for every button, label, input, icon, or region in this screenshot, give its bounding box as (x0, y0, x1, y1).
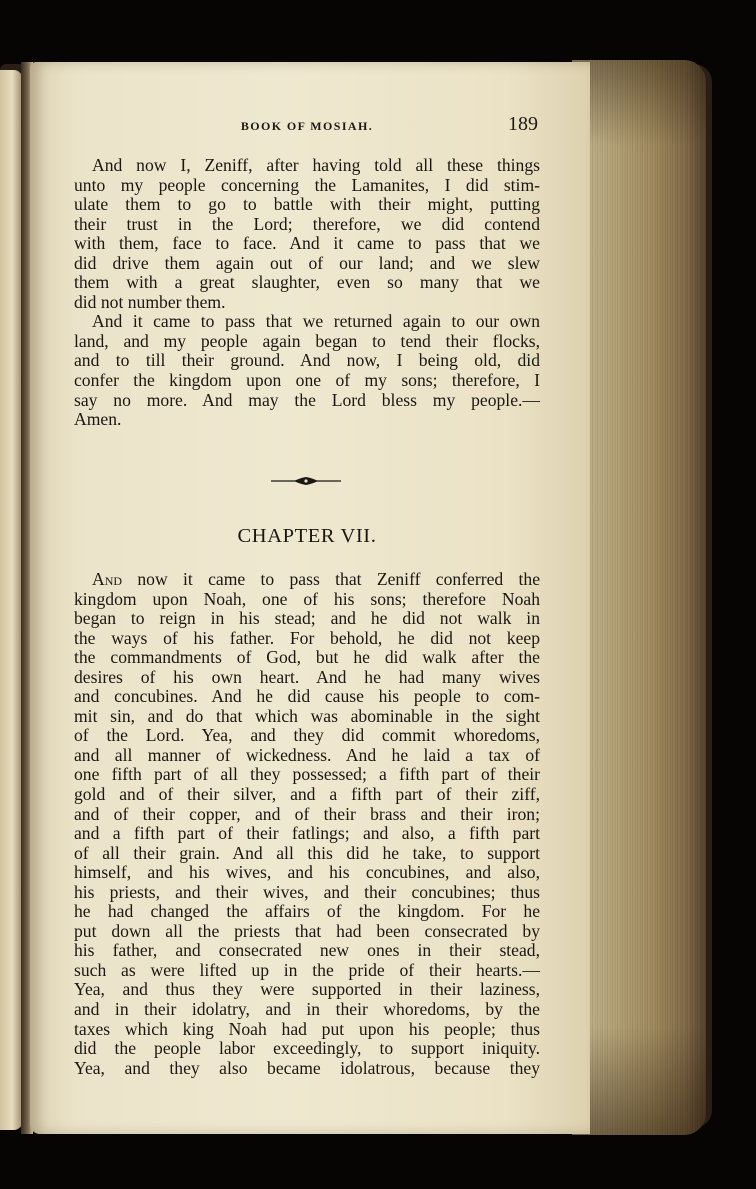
text-line: one fifth part of all they possessed; a fifth part of their (74, 764, 540, 785)
text-line: And it came to pass that we returned again to our own (92, 311, 540, 332)
text-line: confer the kingdom upon one of my sons; therefore, I (74, 370, 540, 391)
text-line: unto my people concerning the Lamanites, I did stim- (74, 174, 540, 195)
chapter-heading: CHAPTER VII. (237, 525, 377, 547)
text-line: desires of his own heart. And he had many wives (74, 666, 540, 687)
text-line: himself, and his wives, and his concubines, and also, (74, 862, 540, 883)
body-text-top (74, 156, 540, 430)
text-line: did the people labor exceedingly, to support iniquity. (74, 1038, 540, 1059)
text-line: Amen. (74, 409, 122, 430)
text-line: say no more. And may the Lord bless my people.— (74, 389, 540, 410)
text-line: he had changed the affairs of the kingdom. For he (74, 901, 540, 922)
text-line: his father, and consecrated new ones in their stead, (74, 940, 540, 961)
text-line: and to till their ground. And now, I being old, did (74, 350, 540, 371)
chapter-opening-word: And (92, 569, 123, 589)
text-line: and all manner of wickedness. And he laid a tax of (74, 744, 540, 765)
text-line: land, and my people again began to tend their flocks, (74, 330, 540, 351)
text-line: his priests, and their wives, and their concubines; thus (74, 881, 540, 902)
page-number: 189 (508, 113, 538, 135)
text-line-rest: now it came to pass that Zeniff conferred the (122, 569, 540, 589)
text-line: the commandments of God, but he did walk after the (74, 647, 540, 668)
text-line: their trust in the Lord; therefore, we did contend (74, 213, 540, 234)
text-line: them with a great slaughter, even so many that we (74, 272, 540, 293)
text-line: the ways of his father. For behold, he did not keep (74, 627, 540, 648)
text-line: kingdom upon Noah, one of his sons; therefore Noah (74, 588, 540, 609)
text-line: and concubines. And he did cause his people to com- (74, 686, 540, 707)
text-line: and a fifth part of their fatlings; and also, a fifth part (74, 823, 540, 844)
text-line: with them, face to face. And it came to pass that we (74, 233, 540, 254)
text-line: Yea, and they also became idolatrous, because they (74, 1057, 540, 1078)
text-line: and of their copper, and of their brass and their iron; (74, 803, 540, 824)
text-line: put down all the priests that had been consecrated by (74, 920, 540, 941)
running-head-title: BOOK OF MOSIAH. (240, 119, 374, 133)
text-line: And now I, Zeniff, after having told all these things (92, 155, 540, 175)
text-line: taxes which king Noah had put upon his people; thus (74, 1018, 540, 1039)
text-line: Yea, and thus they were supported in their laziness, (74, 979, 540, 1000)
text-line: of the Lord. Yea, and they did commit whoredoms, (74, 725, 540, 746)
text-line: of all their grain. And all this did he take, to support (74, 842, 540, 863)
section-divider-ornament (270, 475, 342, 487)
body-text-chapter (74, 570, 540, 1078)
text-line: such as were lifted up in the pride of their hearts.— (74, 959, 540, 980)
text-line: ulate them to go to battle with their might, putting (74, 194, 540, 215)
text-line: gold and of their silver, and a fifth part of their ziff, (74, 784, 540, 805)
text-line: did drive them again out of our land; and we slew (74, 252, 540, 273)
running-head (74, 113, 540, 143)
text-line-first (74, 570, 540, 590)
text-line: and in their idolatry, and in their whoredoms, by the (74, 999, 540, 1020)
text-line: did not number them. (74, 291, 226, 312)
text-line: mit sin, and do that which was abominable in the sight (74, 705, 540, 726)
text-line: began to reign in his stead; and he did not walk in (74, 608, 540, 629)
left-page-edge (0, 70, 22, 1130)
